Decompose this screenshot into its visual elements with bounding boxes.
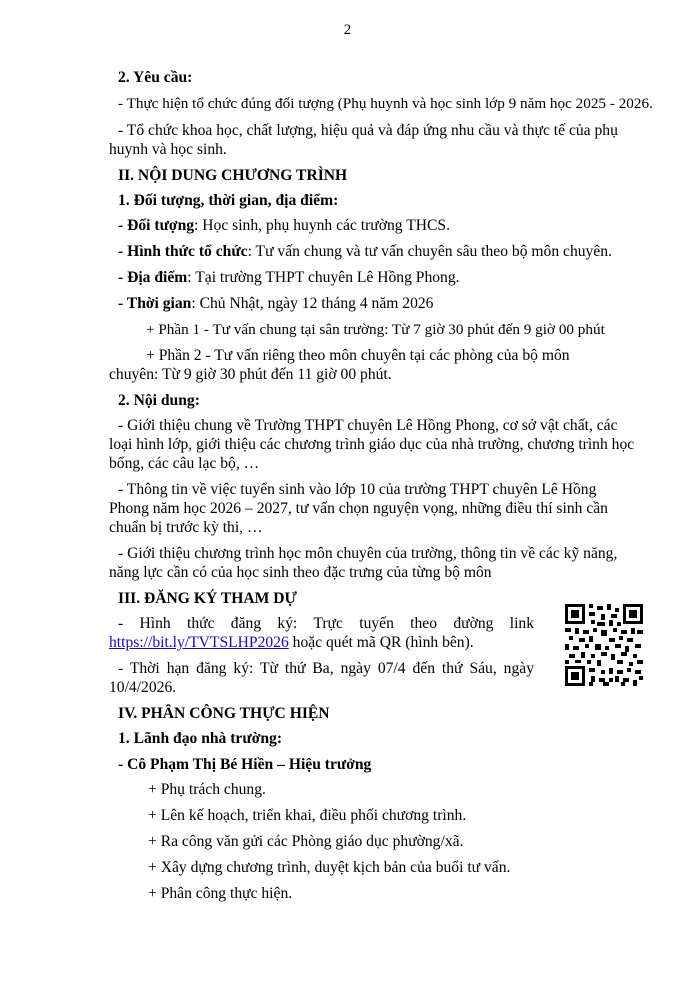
person-hieu-truong: - Cô Phạm Thị Bé Hiền – Hiệu trưởng bbox=[118, 756, 372, 773]
label-thoi-gian: - Thời gian bbox=[118, 295, 192, 312]
qr-code[interactable] bbox=[565, 604, 643, 686]
label-dia-diem: - Địa điểm bbox=[118, 269, 188, 286]
text-dia-diem: : Tại trường THPT chuyên Lê Hồng Phong. bbox=[187, 269, 460, 286]
task-item: + Ra công văn gửi các Phòng giáo dục phường/xã. bbox=[148, 833, 464, 850]
text-thoi-gian: : Chủ Nhật, ngày 12 tháng 4 năm 2026 bbox=[191, 295, 434, 312]
dang-ky-1a: - Hình thức đăng ký: Trực tuyến theo đường link bbox=[118, 615, 534, 632]
item-thoi-gian bbox=[118, 294, 433, 313]
task-item: + Phân công thực hiện. bbox=[148, 885, 293, 902]
text-hinh-thuc: : Tư vấn chung và tư vấn chuyên sâu theo bộ môn chuyên. bbox=[247, 243, 612, 260]
label-doi-tuong: - Đối tượng bbox=[118, 217, 195, 234]
section-heading-iii: III. ĐĂNG KÝ THAM DỰ bbox=[118, 590, 297, 607]
task-item: + Xây dựng chương trình, duyệt kịch bản của buổi tư vấn. bbox=[148, 859, 511, 876]
subheading-doi-tuong: 1. Đối tượng, thời gian, địa điểm: bbox=[118, 192, 339, 209]
noi-dung-2a: - Thông tin về việc tuyển sinh vào lớp 10 của trường THPT chuyên Lê Hồng bbox=[118, 481, 597, 498]
item-hinh-thuc bbox=[118, 242, 612, 261]
page-number: 2 bbox=[343, 22, 352, 38]
phan-1: + Phần 1 - Tư vấn chung tại sân trường: Từ 7 giờ 30 phút đến 9 giờ 00 phút bbox=[146, 321, 605, 338]
phan-2b: chuyên: Từ 9 giờ 30 phút đến 11 giờ 00 phút. bbox=[109, 366, 392, 383]
noi-dung-3b: năng lực cần có của học sinh theo đặc trưng của từng bộ môn bbox=[109, 564, 492, 581]
item-dia-diem bbox=[118, 268, 460, 287]
label-hinh-thuc: - Hình thức tổ chức bbox=[118, 243, 248, 260]
dang-ky-2b: 10/4/2026. bbox=[109, 679, 177, 696]
noi-dung-3a: - Giới thiệu chương trình học môn chuyên của trường, thông tin về các kỹ năng, bbox=[118, 545, 618, 562]
noi-dung-2c: chuẩn bị trước kỳ thi, … bbox=[109, 519, 263, 536]
item-doi-tuong bbox=[118, 216, 450, 235]
section-heading-iv: IV. PHÂN CÔNG THỰC HIỆN bbox=[118, 705, 330, 722]
task-item: + Lên kế hoạch, triển khai, điều phối chương trình. bbox=[148, 807, 467, 824]
noi-dung-1b: loại hình lớp, giới thiệu các chương trình giáo dục của nhà trường, chương trình học bbox=[109, 436, 635, 453]
subheading-lanh-dao: 1. Lãnh đạo nhà trường: bbox=[118, 730, 283, 747]
dang-ky-1b: hoặc quét mã QR (hình bên). bbox=[288, 634, 474, 651]
section-heading-ii: II. NỘI DUNG CHƯƠNG TRÌNH bbox=[118, 167, 348, 184]
noi-dung-2b: Phong năm học 2026 – 2027, tư vấn chọn nguyện vọng, những điều thí sinh cần bbox=[109, 500, 608, 517]
dang-ky-2a: - Thời hạn đăng ký: Từ thứ Ba, ngày 07/4 đến thứ Sáu, ngày bbox=[118, 660, 534, 677]
requirement-line-2b: huynh và học sinh. bbox=[109, 141, 227, 158]
requirement-line-1: - Thực hiện tổ chức đúng đối tượng (Phụ huynh và học sinh lớp 9 năm học 2025 - 2026. bbox=[118, 95, 653, 112]
section-heading-yeu-cau: 2. Yêu cầu: bbox=[118, 69, 193, 86]
noi-dung-1a: - Giới thiệu chung về Trường THPT chuyên Lê Hồng Phong, cơ sở vật chất, các bbox=[118, 417, 618, 434]
phan-2a: + Phần 2 - Tư vấn riêng theo môn chuyên tại các phòng của bộ môn bbox=[146, 347, 570, 364]
task-item: + Phụ trách chung. bbox=[148, 781, 266, 798]
registration-link[interactable]: https://bit.ly/TVTSLHP2026 bbox=[109, 634, 289, 651]
noi-dung-1c: bổng, các câu lạc bộ, … bbox=[109, 455, 260, 472]
requirement-line-2a: - Tổ chức khoa học, chất lượng, hiệu quả và đáp ứng nhu cầu và thực tế của phụ bbox=[118, 122, 618, 139]
subheading-noi-dung: 2. Nội dung: bbox=[118, 392, 200, 409]
text-doi-tuong: : Học sinh, phụ huynh các trường THCS. bbox=[194, 217, 450, 234]
dang-ky-1b-line bbox=[109, 633, 474, 652]
